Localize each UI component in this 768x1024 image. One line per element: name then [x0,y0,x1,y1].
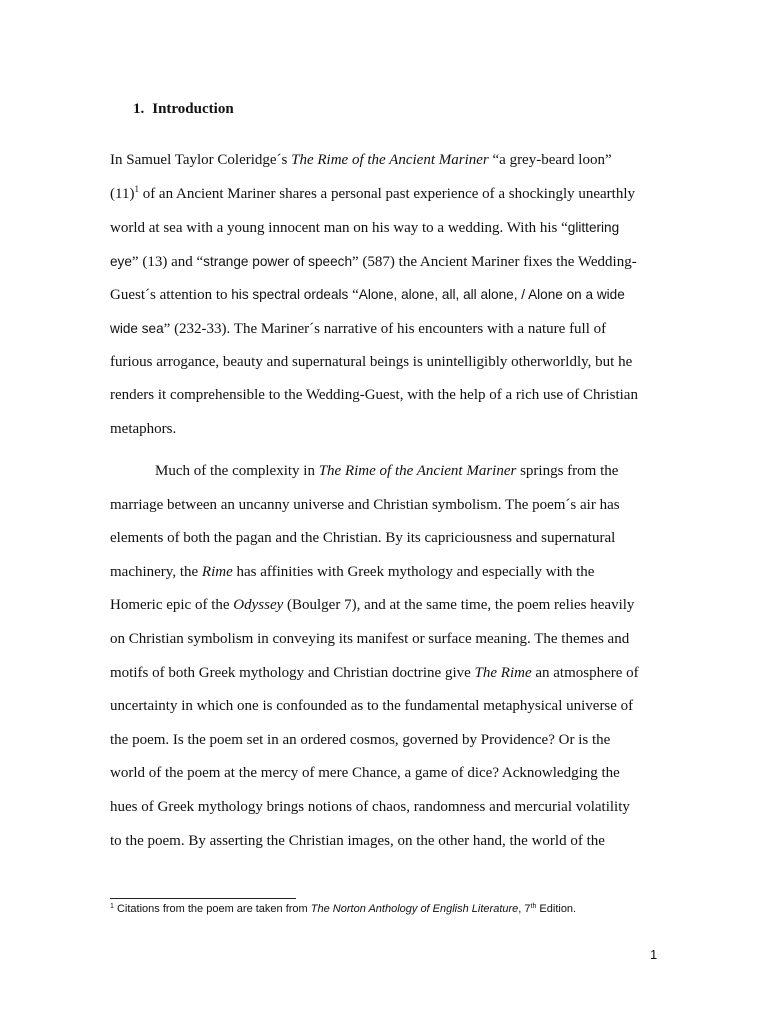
quote-run: eye [110,253,132,269]
text-line [110,556,658,590]
text-run: Homeric epic of the [110,597,234,614]
footnote-superscript: th [530,903,537,910]
text-line [110,455,658,489]
text-run: springs from the [516,463,619,479]
footnote-text: Citations from the poem are taken from [113,903,311,915]
quote-run: strange power of speech [203,253,353,269]
footnote-italic-title: The Norton Anthology of English Literature [310,903,519,915]
italic-title: Rime [201,563,233,580]
text-line [110,245,658,279]
text-run: In Samuel Taylor Coleridge´s [110,152,292,168]
text-run: motifs of both Greek mythology and Christian doctrine give [110,664,475,681]
footnote-marker: 1 [110,903,114,910]
text-line: hues of Greek mythology brings notions of chaos, randomness and mercurial volatility [110,798,630,815]
text-line: metaphors. [110,420,177,437]
footnote [110,903,576,915]
page-number: 1 [650,947,658,962]
italic-title: Odyssey [233,597,284,614]
text-line: the poem. Is the poem set in an ordered cosmos, governed by Providence? Or is the [110,731,611,748]
text-run: has affinities with Greek mythology and especially with the [232,563,595,580]
quote-run: Alone, alone, all, all alone, / Alone on a wide [358,287,625,303]
text-run: Much of the complexity in [155,463,319,479]
footnote-separator [110,898,296,899]
paragraph-1 [110,144,658,446]
text-run: machinery, the [110,563,202,580]
text-line [110,589,658,623]
text-run: world at sea with a young innocent man on his way to a wedding. With his “ [110,220,568,237]
text-line: elements of both the pagan and the Christian. By its capriciousness and supernatural [110,530,616,547]
paragraph-2 [110,455,658,858]
text-line: on Christian symbolism in conveying its manifest or surface meaning. The themes and [110,630,630,647]
text-line: renders it comprehensible to the Wedding-Guest, with the help of a rich use of Christian [110,387,638,404]
text-run: an atmosphere of [531,664,639,681]
quote-run: wide sea [110,320,164,336]
text-line: uncertainty in which one is confounded as to the fundamental metaphysical universe of [110,698,634,715]
section-number: 1. [133,101,145,117]
text-run: ” (587) the Ancient Mariner fixes the Wedding- [352,253,637,270]
text-run: Guest´s attention to [110,287,232,304]
text-run: “ [348,287,359,304]
text-line [110,657,658,691]
text-line [110,178,658,212]
footnote-text: , 7 [518,903,531,915]
italic-title: The Rime [474,664,532,681]
text-run: ” (232-33). The Mariner´s narrative of his encounters with a nature full of [163,320,607,337]
section-heading [133,101,234,118]
footnote-reference[interactable]: 1 [134,183,139,194]
text-run: “a grey-beard loon” [488,152,612,168]
italic-title: The Rime of the Ancient Mariner [318,463,517,479]
text-run: (Boulger 7), and at the same time, the poem relies heavily [283,597,635,614]
text-line: to the poem. By asserting the Christian images, on the other hand, the world of the [110,832,605,849]
text-run: (11) [110,185,135,202]
text-line: furious arrogance, beauty and supernatural beings is unintelligibly otherworldly, but he [110,353,633,370]
italic-title: The Rime of the Ancient Mariner [291,152,489,168]
text-run: ” (13) and “ [131,253,204,270]
quote-run: his spectral ordeals [231,287,349,303]
text-line: marriage between an uncanny universe and Christian symbolism. The poem´s air has [110,496,620,513]
text-run: of an Ancient Mariner shares a personal past experience of a shockingly unearthly [138,185,636,202]
text-line [110,144,658,178]
quote-run: glittering [567,220,620,236]
text-line: world of the poem at the mercy of mere Chance, a game of dice? Acknowledging the [110,765,620,782]
text-line [110,312,658,346]
text-line [110,211,658,245]
footnote-text: Edition. [536,903,577,915]
text-line [110,278,658,312]
section-title: Introduction [152,101,234,117]
